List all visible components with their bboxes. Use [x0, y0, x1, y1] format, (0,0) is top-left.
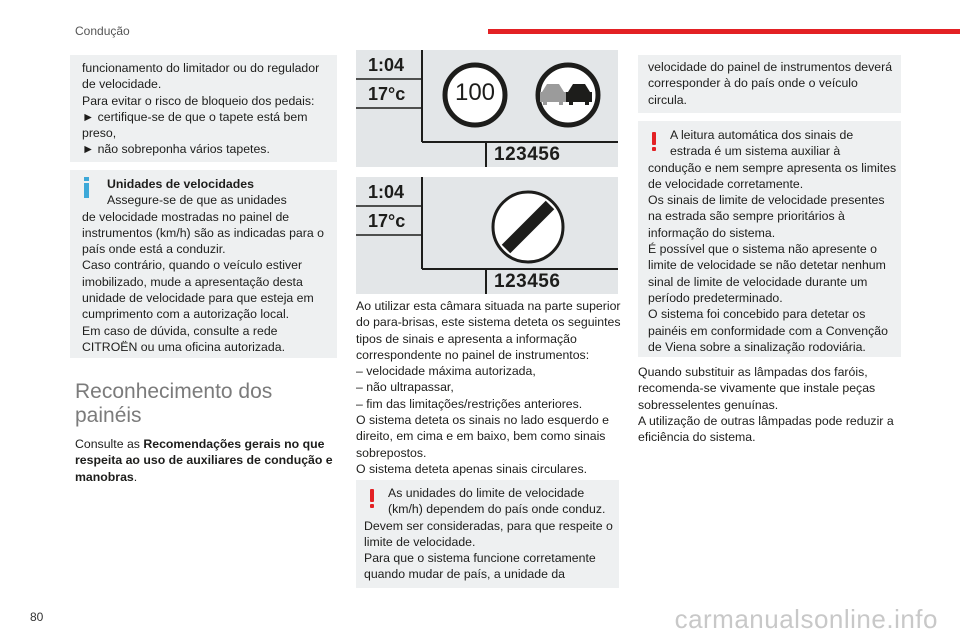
speed-units-text: [82, 176, 334, 355]
running-header: Condução: [75, 24, 130, 38]
pedal-advice-box: [70, 55, 337, 162]
sign-recognition-description: [356, 298, 622, 477]
text-line: período predeterminado.: [648, 290, 783, 305]
text-line: estrada é um sistema auxiliar à: [670, 144, 841, 159]
text-line: O sistema deteta os sinais no lado esquerdo e: [356, 413, 609, 428]
text-line: condução e nem sempre apresenta os limites: [648, 160, 897, 175]
text-line: correspondente no painel de instrumentos:: [356, 347, 590, 362]
text-line: CITROËN ou uma oficina autorizada.: [82, 339, 285, 354]
text-line: limite de velocidade.: [364, 534, 476, 549]
text-line: circula.: [648, 92, 687, 107]
text-line: Assegure-se de que as unidades: [107, 193, 287, 208]
info-box-title: Unidades de velocidades: [107, 177, 254, 191]
text-line: imobilizado, mude a apresentação desta: [82, 274, 303, 289]
cross-reference-link[interactable]: Recomendações gerais no que: [143, 437, 325, 451]
section-title: [75, 380, 272, 428]
speed-units-info-box: [70, 170, 337, 358]
text-line: cumprimento com a autorização local.: [82, 307, 290, 322]
text-run: Consulte as: [75, 437, 144, 451]
section-title-line: Reconhecimento dos: [75, 380, 273, 403]
text-line: tipos de sinais e apresenta a informação: [356, 331, 577, 346]
text-line: sinal de limite de velocidade durante um: [648, 274, 868, 289]
text-line: corresponder à do país onde o veículo: [648, 76, 858, 91]
end-of-restrictions-sign: [493, 192, 563, 262]
text-line: país onde está a conduzir.: [82, 242, 226, 257]
units-warning-continued-text: [648, 59, 898, 108]
text-line: Ao utilizar esta câmara situada na parte superior: [356, 299, 621, 313]
text-line: Para que o sistema funcione corretamente: [364, 551, 596, 566]
text-line: limite de velocidade se não detetar nenhum: [648, 258, 886, 273]
text-line: ► não sobreponha vários tapetes.: [82, 142, 270, 157]
text-line: painéis em conformidade com a Convenção: [648, 323, 888, 338]
text-line: O sistema foi concebido para detetar os: [648, 307, 866, 322]
text-line: de velocidade corretamente.: [648, 176, 804, 191]
text-line: eficiência do sistema.: [638, 430, 756, 445]
text-run: .: [133, 469, 138, 484]
text-line: instrumentos (km/h) são as indicadas para o: [82, 225, 324, 240]
text-line: Os sinais de limite de velocidade presentes: [648, 193, 885, 208]
section-title-line: painéis: [75, 404, 142, 427]
text-line: do para-brisas, este sistema deteta os seguintes: [356, 315, 621, 330]
text-line: A utilização de outras lâmpadas pode reduzir a: [638, 413, 894, 428]
watermark: carmanualsonline.info: [674, 604, 938, 634]
header-accent-bar: [488, 29, 960, 34]
units-warning-text: [364, 485, 616, 583]
instrument-panel-speed-limit: [356, 50, 618, 167]
page-number: 80: [30, 610, 44, 624]
text-line: A leitura automática dos sinais de: [670, 128, 854, 142]
text-line: ► certifique-se de que o tapete está bem: [82, 109, 308, 124]
text-line: quando mudar de país, a unidade da: [364, 567, 566, 582]
text-line: Em caso de dúvida, consulte a rede: [82, 323, 278, 338]
speed-limit-sign-value: 100: [454, 79, 496, 106]
cross-reference-link[interactable]: respeita ao uso de auxiliares de condução e: [75, 453, 333, 468]
pedal-advice-text: [82, 60, 332, 158]
text-line: Para evitar o risco de bloqueio dos pedais:: [82, 93, 315, 108]
text-line: (km/h) dependem do país onde conduz.: [388, 502, 606, 517]
text-line: funcionamento do limitador ou do regulador: [82, 61, 320, 75]
clock-display: 1:04: [368, 55, 405, 75]
units-warning-continued-box: [638, 55, 901, 113]
consult-recommendations-text: [75, 436, 340, 485]
text-line: sobresselentes genuínas.: [638, 397, 779, 412]
text-line: preso,: [82, 126, 117, 141]
text-line: velocidade do painel de instrumentos deverá: [648, 60, 893, 74]
text-line: – não ultrapassar,: [356, 380, 454, 395]
system-limits-warning-box: [638, 121, 901, 357]
text-line: Caso contrário, quando o veículo estiver: [82, 258, 303, 273]
text-line: na estrada são sempre prioritários à: [648, 209, 845, 224]
text-line: Quando substituir as lâmpadas dos faróis,: [638, 365, 868, 379]
units-warning-box: [356, 480, 619, 588]
text-line: informação do sistema.: [648, 225, 776, 240]
text-line: de Viena sobre a sinalização rodoviária.: [648, 339, 866, 354]
text-line: unidade de velocidade para que esteja em: [82, 291, 314, 306]
text-line: sobrepostos.: [356, 445, 427, 460]
instrument-panel-end-of-restrictions: [356, 177, 618, 294]
text-line: É possível que o sistema não apresente o: [648, 242, 877, 257]
text-line: Devem ser consideradas, para que respeite o: [364, 518, 613, 533]
text-line: direito, em cima e em baixo, bem como sinais: [356, 429, 606, 444]
text-line: de velocidade mostradas no painel de: [82, 209, 290, 224]
headlamp-replacement-text: [638, 364, 904, 445]
clock-display: 1:04: [368, 182, 405, 202]
text-line: – fim das limitações/restrições anteriores.: [356, 396, 583, 411]
text-line: As unidades do limite de velocidade: [388, 486, 585, 500]
temperature-display: 17°c: [368, 211, 406, 231]
cross-reference-link[interactable]: manobras: [75, 469, 134, 484]
text-line: de velocidade.: [82, 77, 162, 92]
temperature-display: 17°c: [368, 84, 406, 104]
text-line: – velocidade máxima autorizada,: [356, 364, 536, 379]
system-limits-warning-text: [648, 127, 900, 355]
odometer-display: 123456: [494, 271, 561, 292]
odometer-display: 123456: [494, 144, 561, 165]
text-line: O sistema deteta apenas sinais circulares.: [356, 461, 588, 476]
text-line: recomenda-se vivamente que instale peças: [638, 381, 876, 396]
